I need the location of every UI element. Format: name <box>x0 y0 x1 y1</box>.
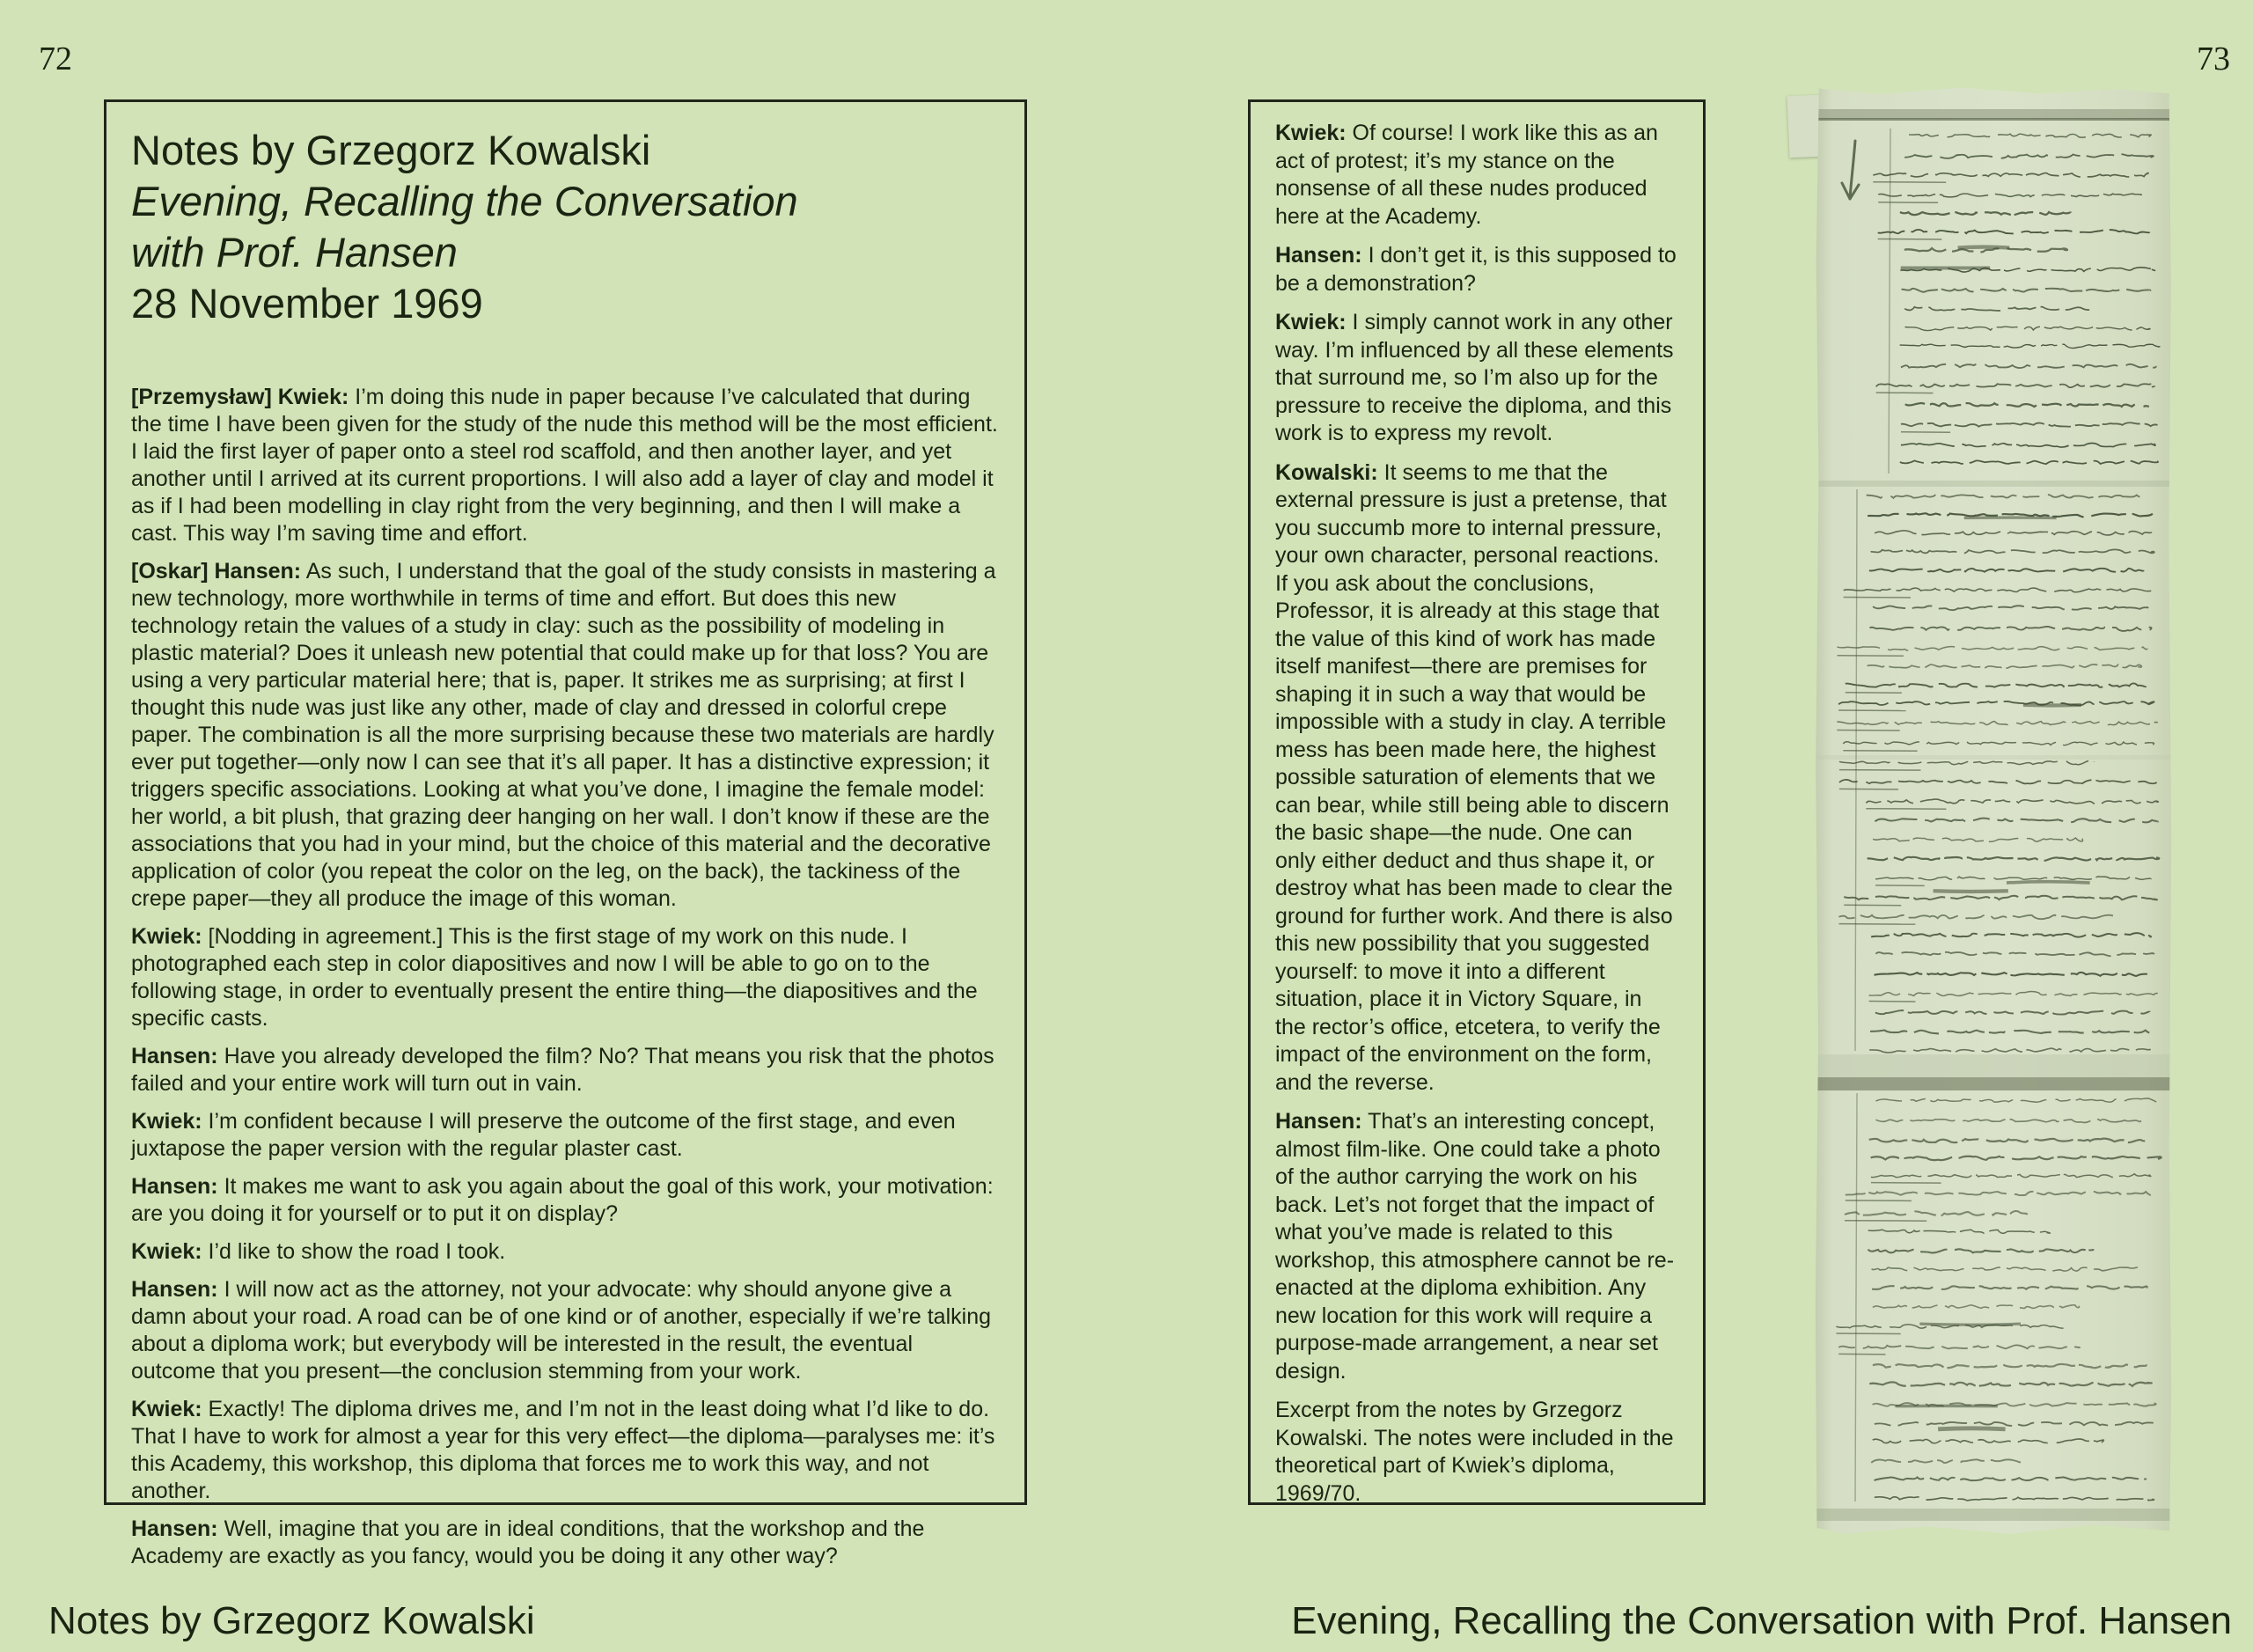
manuscript-photo <box>1815 86 2172 1537</box>
dialogue-text: Exactly! The diploma drives me, and I’m not in the least doing what I’d like to do. That I have to work for almost a year for this very effect—the diploma—paralyses me: it’s this Academy, this workshop, this diploma that forces me to work this way, and not another. <box>131 1397 995 1503</box>
panel-date: 28 November 1969 <box>131 280 483 327</box>
dialogue-text: It makes me want to ask you again about the goal of this work, your motivation: are you doing it for yourself or to put it on display? <box>131 1174 994 1226</box>
speaker-label: Kwiek: <box>131 1239 202 1264</box>
dialogue-text: I simply cannot work in any other way. I’m influenced by all these elements that surround me, so I’m also up for the pressure to receive the diploma, and this work is to express my revolt. <box>1275 310 1674 445</box>
dialogue-paragraph <box>131 1238 1000 1266</box>
dialogue-paragraph <box>131 1173 1000 1228</box>
dialogue-text: [Nodding in agreement.] This is the first stage of my work on this nude. I photographed each step in color diapositives and now I will be able to go on to the following stage, in order to eventually present the entire thing—the diapositives and the specific casts. <box>131 924 978 1031</box>
dialogue-text: As such, I understand that the goal of the study consists in mastering a new technology, more worthwhile in terms of time and effort. But does this new technology retain the values of a study in clay: such as the possibility of modeling in plastic material? Does it unleash new potential that could make up for that loss? You are using a very particular material here; that is, paper. It strikes me as surprising; at first I thought this nude was just like any other, made of clay and dressed in colorful crepe paper. The combination is all the more surprising because these two materials are hardly ever put together—only now I can see that it’s all paper. It has a distinctive expression; it triggers specific associations. Looking at what you’ve done, I imagine the female model: her world, a bit plush, that grazing deer hanging on her wall. I don’t know if these are the associations that you had in your mind, but the choice of this material and the decorative application of color (you repeat the color on the leg, on the back), the tackiness of the crepe paper—they all produce the image of this woman. <box>131 559 996 911</box>
speaker-label: Hansen: <box>1275 1109 1362 1134</box>
dialogue-paragraph <box>1275 242 1677 297</box>
speaker-label: Kwiek: <box>131 1397 202 1421</box>
dialogue-text: Have you already developed the film? No? That means you risk that the photos failed and your entire work will turn out in vain. <box>131 1044 994 1096</box>
running-footer-left: Notes by Grzegorz Kowalski <box>48 1599 535 1642</box>
speaker-label: Hansen: <box>131 1516 218 1541</box>
dialogue-text: I’d like to show the road I took. <box>208 1239 506 1264</box>
dialogue-paragraph <box>131 1276 1000 1385</box>
page-number-right: 73 <box>2197 40 2230 77</box>
dialogue-paragraph <box>131 1516 1000 1570</box>
dialogue-text: I’m confident because I will preserve the outcome of the first stage, and even juxtapose the paper version with the regular plaster cast. <box>131 1109 956 1161</box>
speaker-label: Hansen: <box>131 1277 218 1302</box>
dialogue-text: That’s an interesting concept, almost film-like. One could take a photo of the author carrying the work on his back. Let’s not forget that the impact of what you’ve made is related to this workshop, this atmosphere cannot be re-enacted at the diploma exhibition. Any new location for this work will require a purpose-made arrangement, a near set design. <box>1275 1109 1675 1384</box>
dialogue-paragraph <box>131 1108 1000 1163</box>
dialogue-text: Well, imagine that you are in ideal conditions, that the workshop and the Academy are exactly as you fancy, would you be doing it any other way? <box>131 1516 925 1568</box>
dialogue-paragraph <box>1275 459 1677 1098</box>
speaker-label: Kwiek: <box>131 924 202 949</box>
dialogue-paragraph <box>1275 120 1677 231</box>
speaker-label: Kwiek: <box>1275 121 1347 145</box>
dialogue-paragraph <box>131 558 1000 913</box>
dialogue-paragraph <box>131 384 1000 547</box>
right-text-panel <box>1248 99 1706 1505</box>
speaker-label: Kwiek: <box>1275 310 1347 334</box>
dialogue-text: Of course! I work like this as an act of protest; it’s my stance on the nonsense of all these nudes produced here at the Academy. <box>1275 121 1658 229</box>
speaker-label: Hansen: <box>131 1044 218 1068</box>
dialogue-text: I will now act as the attorney, not your advocate: why should anyone give a damn about your road. A road can be of one kind or of another, especially if we’re talking about a diploma work; but everybody will be interested in the result, the eventual outcome that you present—the conclusion stemming from your work. <box>131 1277 992 1384</box>
speaker-label: [Oskar] Hansen: <box>131 559 302 584</box>
speaker-label: Kwiek: <box>131 1109 202 1134</box>
panel-subtitle-line2: with Prof. Hansen <box>131 229 458 275</box>
manuscript-paper <box>1815 86 2172 1537</box>
manuscript-caption: Excerpt from the notes by Grzegorz Kowalski. The notes were included in the theoretical part of Kwiek’s diploma, 1969/70. <box>1275 1398 1674 1506</box>
page-number-left: 72 <box>39 40 72 77</box>
speaker-label: Hansen: <box>131 1174 218 1199</box>
dialogue-text: It seems to me that the external pressure is just a pretense, that you succumb more to internal pressure, your own character, personal reactions. If you ask about the conclusions, Professor, it is already at this stage that the value of this kind of work has made itself manifest—there are premises for shaping it in such a way that would be impossible with a study in clay. A terrible mess has been made here, the highest possible saturation of elements that we can bear, while still being able to discern the basic shape—the nude. One can only either deduct and thus shape it, or destroy what has been made to clear the ground for further work. And there is also this new possibility that you suggested yourself: to move it into a different situation, place it in Victory Square, in the rector’s office, etcetera, to verify the impact of the environment on the form, and the reverse. <box>1275 459 1673 1095</box>
dialogue-paragraph <box>1275 1108 1677 1385</box>
speaker-label: Hansen: <box>1275 243 1362 268</box>
dialogue-right <box>1275 120 1677 1397</box>
dialogue-text: I’m doing this nude in paper because I’ve calculated that during the time I have been given for the study of the nude this method will be the most efficient. I laid the first layer of paper onto a steel rod scaffold, and then another layer, and yet another until I arrived at its current proportions. I will also add a layer of clay and model it as if I had been modelling in clay right from the very beginning, and then I will make a cast. This way I’m saving time and effort. <box>131 385 998 546</box>
panel-subtitle-line1: Evening, Recalling the Conversation <box>131 178 798 224</box>
speaker-label: Kowalski: <box>1275 459 1378 485</box>
dialogue-paragraph <box>1275 309 1677 448</box>
dialogue-text: I don’t get it, is this supposed to be a demonstration? <box>1275 243 1677 296</box>
panel-title: Notes by Grzegorz Kowalski <box>131 127 651 173</box>
dialogue-paragraph <box>131 1043 1000 1098</box>
dialogue-left <box>131 384 1000 1570</box>
handwriting-image <box>1815 86 2172 1537</box>
panel-header <box>131 125 1000 329</box>
left-text-panel <box>104 99 1027 1568</box>
dialogue-paragraph <box>131 923 1000 1032</box>
dialogue-paragraph <box>131 1396 1000 1505</box>
speaker-label: [Przemysław] Kwiek: <box>131 385 349 409</box>
running-footer-right: Evening, Recalling the Conversation with Prof. Hansen <box>1291 1599 2232 1642</box>
